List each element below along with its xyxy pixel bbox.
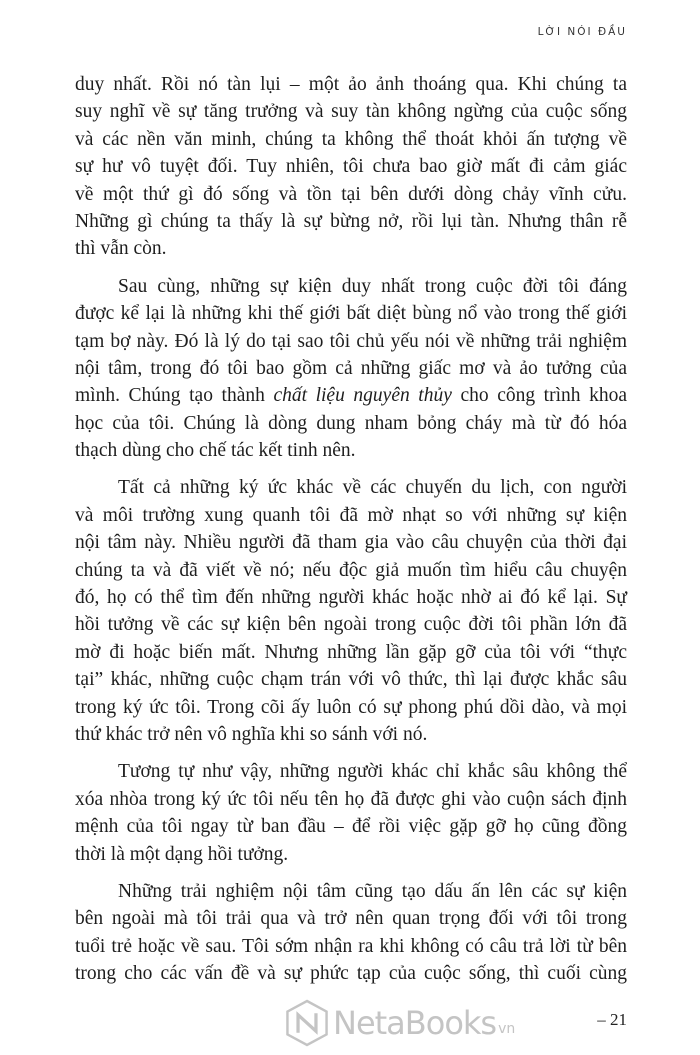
text-line: tuổi trẻ hoặc về sau. Tôi sớm nhận ra khi không có câu trả lời từ bên — [75, 935, 627, 957]
text-line: hồi tưởng về các sự kiện bên ngoài trong cuộc đời tôi phần lớn đã — [75, 614, 627, 636]
text-line: thời là một dạng hồi tưởng. — [75, 843, 289, 865]
text-line: tại” khác, những cuộc chạm trán với vô thức, thì lại được khắc sâu — [75, 669, 627, 691]
text-line: nội tâm, trong đó tôi bao gồm cả những giấc mơ và ảo tưởng của — [75, 357, 627, 379]
text-line: Những gì chúng ta thấy là sự bừng nở, rồi lụi tàn. Nhưng thân rễ — [75, 210, 627, 232]
text-line: Tất cả những ký ức khác về các chuyến du lịch, con người — [118, 477, 627, 499]
text-line: thì vẫn còn. — [75, 238, 167, 260]
text-line: Tương tự như vậy, những người khác chỉ khắc sâu không thể — [118, 761, 627, 783]
text-line: bên ngoài mà tôi trải qua và trở nên quan trọng đối với tôi trong — [75, 908, 627, 930]
page-number: – 21 — [597, 1010, 627, 1029]
text-line: xóa nhòa trong ký ức tôi nếu tên họ đã được ghi vào cuộn sách định — [75, 788, 627, 810]
text-span: mình. Chúng tạo thành — [75, 385, 274, 407]
text-line-with-italic — [75, 382, 627, 409]
text-line: và các nền văn minh, chúng ta không thể thoát khỏi ấn tượng về — [75, 128, 627, 150]
text-line: trong cho các vấn đề và sự phức tạp của cuộc sống, thì cuối cùng — [75, 963, 627, 985]
hexagon-n-logo-icon — [285, 998, 329, 1048]
paragraph-2 — [75, 273, 627, 465]
body-text — [75, 71, 627, 998]
text-line: Sau cùng, những sự kiện duy nhất trong cuộc đời tôi đáng — [118, 275, 627, 297]
watermark-brand: NetaBooks — [333, 1004, 497, 1042]
text-line: tạm bợ này. Đó là lý do tại sao tôi chủ yếu nói về những trải nghiệm — [75, 330, 627, 352]
paragraph-1 — [75, 71, 627, 263]
paragraph-4 — [75, 758, 627, 868]
text-line: duy nhất. Rồi nó tàn lụi – một ảo ảnh thoáng qua. Khi chúng ta — [75, 74, 627, 95]
netabooks-watermark — [285, 998, 515, 1048]
text-line: trong ký ức tôi. Trong cõi ấy luôn có sự phong phú dồi dào, và mọi — [75, 696, 627, 718]
text-line: học của tôi. Chúng là dòng dung nham bỏng cháy mà từ đó hóa — [75, 412, 627, 434]
text-line: được kể lại là những khi thế giới bất diệt bùng nổ vào trong thế giới — [75, 303, 627, 325]
text-line: mờ đi hoặc biến mất. Nhưng những lần gặp gỡ của tôi với “thực — [75, 641, 627, 663]
running-header: LỜI NÓI ĐẦU — [537, 26, 627, 38]
text-line: thạch dùng cho chế tác kết tinh nên. — [75, 440, 356, 462]
paragraph-5 — [75, 878, 627, 988]
text-line: sự hư vô tuyệt đối. Tuy nhiên, tôi chưa bao giờ mất đi cảm giác — [75, 156, 627, 178]
text-line: chúng ta và đã viết về nó; nếu độc giả muốn tìm hiểu câu chuyện — [75, 559, 627, 581]
text-line: Những trải nghiệm nội tâm cũng tạo dấu ấn lên các sự kiện — [118, 880, 627, 902]
text-line: thứ khác trở nên vô nghĩa khi so sánh với nó. — [75, 723, 428, 745]
text-line: đó, họ có thể tìm đến những người khác hoặc nhờ ai đó kể lại. Sự — [75, 587, 627, 609]
paragraph-3 — [75, 474, 627, 748]
text-line: mệnh của tôi ngay từ ban đầu – để rồi việc gặp gỡ họ cũng đồng — [75, 816, 627, 838]
text-line: suy nghĩ về sự tăng trưởng và suy tàn không ngừng của cuộc sống — [75, 101, 627, 123]
text-line: về một thứ gì đó sống và tồn tại bên dưới dòng chảy vĩnh cửu. — [75, 183, 627, 205]
text-span: cho công trình khoa — [451, 385, 627, 407]
text-line: và môi trường xung quanh tôi đã mờ nhạt so với những sự kiện — [75, 504, 627, 526]
italic-phrase: chất liệu nguyên thủy — [273, 385, 452, 407]
watermark-suffix: vn — [498, 1021, 516, 1037]
text-line: nội tâm này. Nhiều người đã tham gia vào câu chuyện của thời đại — [75, 532, 627, 554]
